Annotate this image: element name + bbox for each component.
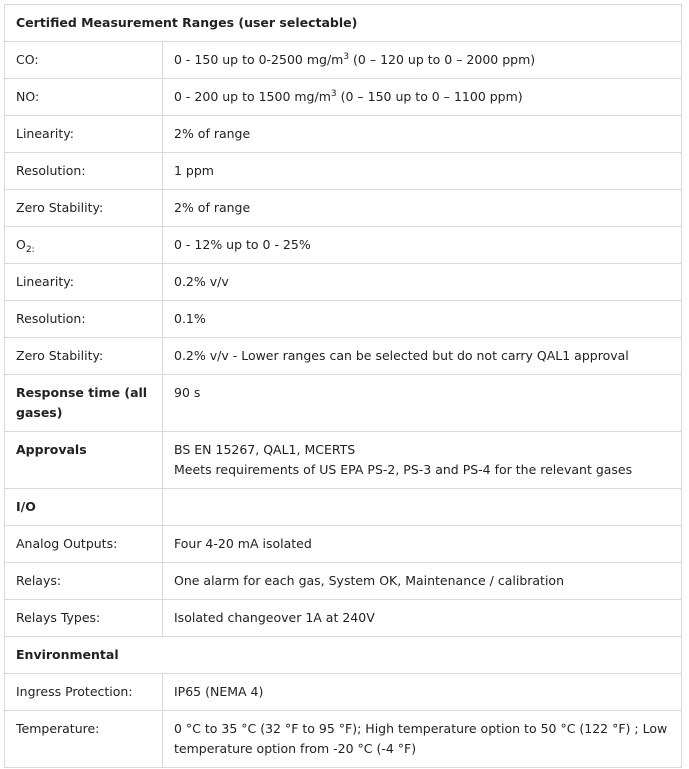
table-row <box>5 42 682 79</box>
o2-label <box>5 227 163 264</box>
o2-label-subscript: 2: <box>25 245 35 255</box>
response-time-value: 90 s <box>163 375 682 432</box>
relays-label: Relays: <box>5 563 163 600</box>
table-row <box>5 264 682 301</box>
o2-linearity-label: Linearity: <box>5 264 163 301</box>
table-row <box>5 190 682 227</box>
o2-resolution-label: Resolution: <box>5 301 163 338</box>
table-row <box>5 432 682 489</box>
specifications-table <box>4 4 682 768</box>
approvals-label: Approvals <box>5 432 163 489</box>
section-header-certified-ranges <box>5 5 682 42</box>
io-heading: I/O <box>5 489 163 526</box>
o2-linearity-value: 0.2% v/v <box>163 264 682 301</box>
certified-ranges-heading: Certified Measurement Ranges (user selectable) <box>5 5 682 42</box>
approvals-value <box>163 432 682 489</box>
table-row <box>5 79 682 116</box>
response-time-label: Response time (all gases) <box>5 375 163 432</box>
analog-outputs-value: Four 4-20 mA isolated <box>163 526 682 563</box>
table-row <box>5 338 682 375</box>
co-no-zero-stability-value: 2% of range <box>163 190 682 227</box>
co-no-linearity-label: Linearity: <box>5 116 163 153</box>
relays-value: One alarm for each gas, System OK, Maintenance / calibration <box>163 563 682 600</box>
no-value <box>163 79 682 116</box>
ingress-protection-label: Ingress Protection: <box>5 674 163 711</box>
co-no-resolution-label: Resolution: <box>5 153 163 190</box>
co-value <box>163 42 682 79</box>
table-row <box>5 301 682 338</box>
no-value-superscript: 3 <box>330 89 337 99</box>
o2-value: 0 - 12% up to 0 - 25% <box>163 227 682 264</box>
co-no-zero-stability-label: Zero Stability: <box>5 190 163 227</box>
table-row <box>5 600 682 637</box>
analog-outputs-label: Analog Outputs: <box>5 526 163 563</box>
table-row <box>5 526 682 563</box>
temperature-value: 0 °C to 35 °C (32 °F to 95 °F); High temperature option to 50 °C (122 °F) ; Low temperature option from -20 °C (-4 °F) <box>163 711 682 768</box>
co-no-resolution-value: 1 ppm <box>163 153 682 190</box>
relays-types-label: Relays Types: <box>5 600 163 637</box>
section-header-environmental <box>5 637 682 674</box>
o2-label-letter: O <box>16 237 26 252</box>
co-no-linearity-value: 2% of range <box>163 116 682 153</box>
o2-zero-stability-label: Zero Stability: <box>5 338 163 375</box>
table-row <box>5 563 682 600</box>
approvals-standards: BS EN 15267, QAL1, MCERTS <box>174 442 356 457</box>
table-row <box>5 227 682 264</box>
no-value-range: 0 - 200 up to 1500 mg/m <box>174 89 331 104</box>
environmental-heading: Environmental <box>5 637 682 674</box>
table-row <box>5 375 682 432</box>
approvals-epa: Meets requirements of US EPA PS-2, PS-3 and PS-4 for the relevant gases <box>174 462 633 477</box>
co-value-ppm: (0 – 120 up to 0 – 2000 ppm) <box>349 52 536 67</box>
co-value-range: 0 - 150 up to 0-2500 mg/m <box>174 52 344 67</box>
table-row <box>5 674 682 711</box>
o2-zero-stability-value: 0.2% v/v - Lower ranges can be selected but do not carry QAL1 approval <box>163 338 682 375</box>
io-heading-empty-cell <box>163 489 682 526</box>
ingress-protection-value: IP65 (NEMA 4) <box>163 674 682 711</box>
co-label: CO: <box>5 42 163 79</box>
temperature-label: Temperature: <box>5 711 163 768</box>
no-label: NO: <box>5 79 163 116</box>
table-row <box>5 711 682 768</box>
table-row <box>5 116 682 153</box>
table-row <box>5 153 682 190</box>
o2-resolution-value: 0.1% <box>163 301 682 338</box>
relays-types-value: Isolated changeover 1A at 240V <box>163 600 682 637</box>
no-value-ppm: (0 – 150 up to 0 – 1100 ppm) <box>336 89 523 104</box>
section-header-io <box>5 489 682 526</box>
co-value-superscript: 3 <box>343 52 350 62</box>
